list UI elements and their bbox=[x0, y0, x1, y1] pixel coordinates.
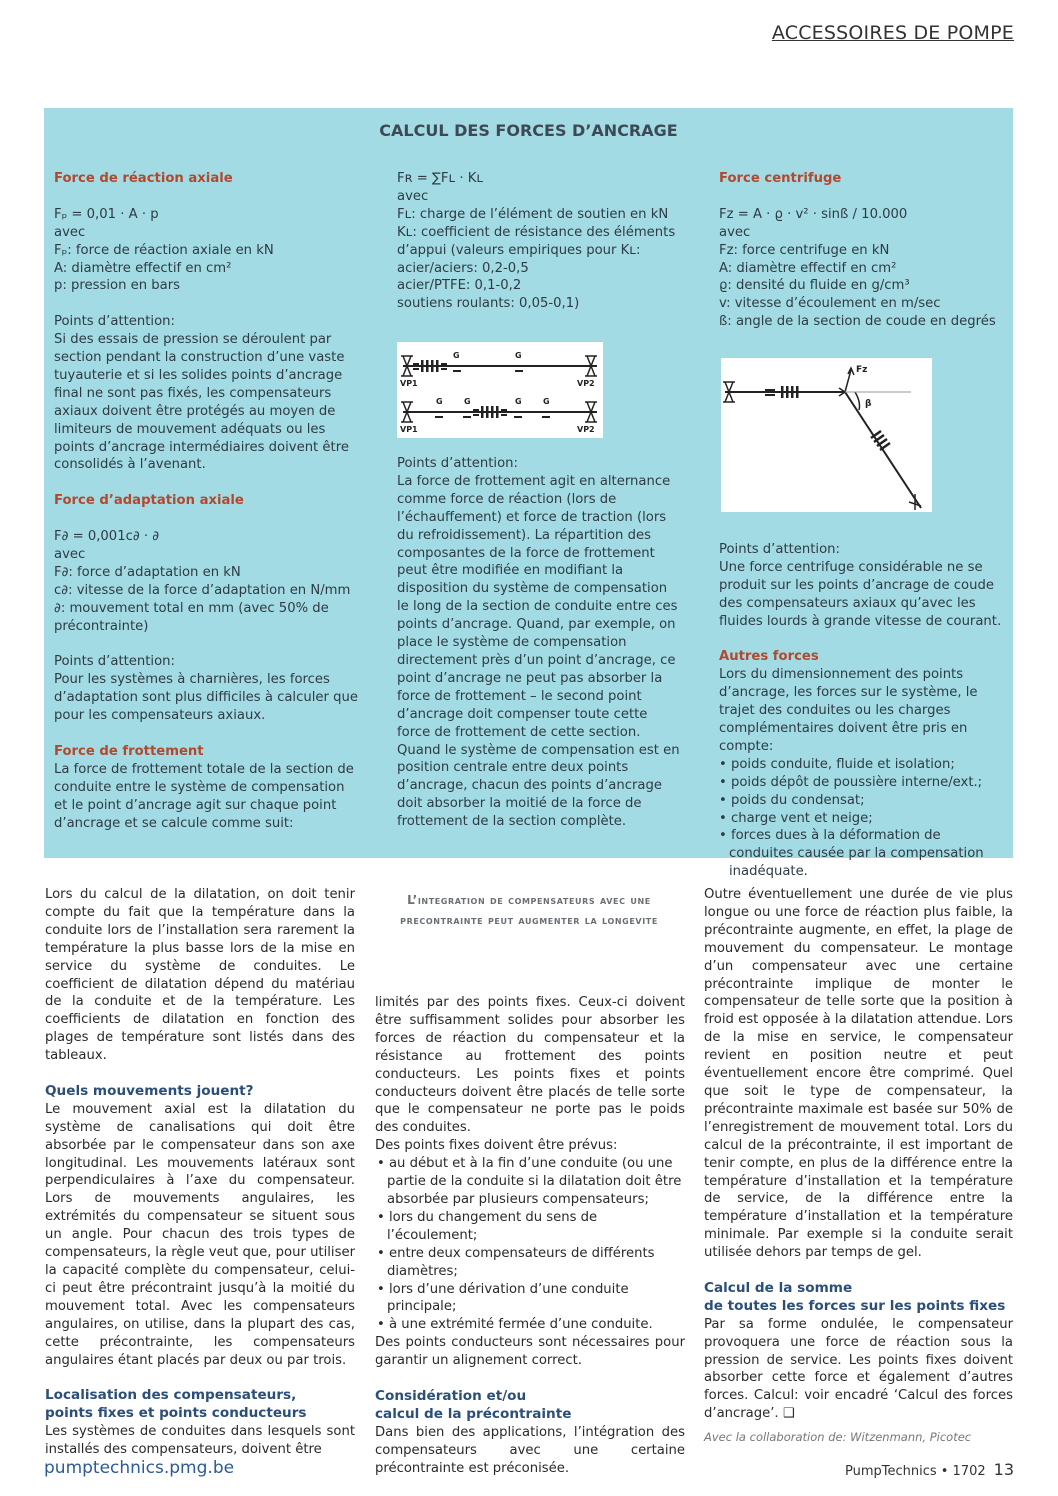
list-item: • lors du changement du sens de l’écoulement; bbox=[377, 1209, 598, 1243]
diagram-label-g: G bbox=[453, 351, 460, 360]
subheading: Quels mouvements jouent? bbox=[45, 1082, 254, 1099]
paragraph: Outre éventuellement une durée de vie plus longue ou une force de réaction plus faible, la précontrainte augmente, en effet, la plage de mouvement du compensateur. Le montage d’un compensateur avec une certaine précontrainte implique de monter le compensateur de telle sorte que la position à froid est opposée à la dilatation attendue. Lors de la mise en service, le compensateur revient en position neutre et peut éventuellement encore être comprimé. Quel que soit le type de compensateur, la précontrainte maximale est basée sur 50% de l’enregistrement de mouvement total. Lors du calcul de la précontrainte, il est important de tenir compte, en plus de la différence entre la température d’installation et la température de service, de la différence entre la température d’installation et la température minimale. Par exemple si la conduite serait utilisée dehors par temps de gel. bbox=[704, 887, 1013, 1261]
list-item: • forces dues à la déformation de conduites causée par la compensation inadéquate. bbox=[719, 828, 984, 880]
paragraph: Lors du calcul de la dilatation, on doit tenir compte du fait que la température dans la conduite lors de l’installation sera rarement la température la plus basse lors de la mise en service du système de conduites. Le coefficient de dilatation dépend du matériau de la conduite et de la température. Les coefficients de dilatation en fonction des plages de température sont listés dans des tableaux. bbox=[45, 887, 355, 1064]
subheading: Considération et/ou bbox=[375, 1387, 527, 1404]
paragraph: Des points conducteurs sont nécessaires pour garantir un alignement correct. bbox=[375, 1335, 685, 1369]
list-item: • entre deux compensateurs de différents diamètres; bbox=[377, 1245, 655, 1279]
paragraph: Quand le système de compensation est en position centrale entre deux points d’ancrage, chacun des points d’ancrage doit absorber la moitié de la force de frottement de la section complète. bbox=[397, 742, 680, 830]
paragraph: Si des essais de pression se déroulent par section pendant la construction d’une vaste tuyauterie et si les solides points d’ancrage final ne sont pas fixés, les compensateurs axiaux doivent être protégés au moyen de limiteurs de mouvement adéquats ou les points d’ancrage intermédiaires doivent être consolidés à l’avenant. bbox=[54, 332, 349, 473]
list-item: • poids dépôt de poussière interne/ext.; bbox=[719, 774, 983, 790]
pull-quote: L’integration de compensateurs avec une precontrainte peut augmenter la longevite bbox=[400, 893, 658, 927]
box-column-3-lower bbox=[719, 541, 1007, 881]
text-line: avec bbox=[54, 224, 86, 240]
paragraph: Le mouvement axial est la dilatation du système de canalisations qui doit être absorbée par le compensateur dans son axe longitudinal. Les mouvements latéraux sont perpendiculaires à l’axe du compensateur. Lors de mouvements angulaires, les extrémités du compensateur se situent sous un angle. Pour chacun des trois types de compensateurs, la règle veut que, pour utiliser la capacité complète du compensateur, celui-ci peut être précontraint jusqu’à la moitié du mouvement total. Avec les compensateurs angulaires, on utilise, dans la plupart des cas, cette précontrainte, les compensateurs angulaires étant placés par deux ou par trois. bbox=[45, 1101, 356, 1368]
friction-diagram bbox=[397, 342, 603, 438]
text-line: acier/aciers: 0,2-0,5 bbox=[397, 260, 529, 276]
paragraph: Une force centrifuge considérable ne se produit sur les points d’ancrage de coude des compensateurs axiaux qu’avec les fluides lourds à grande vitesse de courant. bbox=[719, 559, 1002, 629]
attention-label: Points d’attention: bbox=[397, 456, 518, 471]
diagram-label-vp2: VP2 bbox=[577, 425, 595, 434]
subheading: Localisation des compensateurs, bbox=[45, 1387, 297, 1404]
box-column-2 bbox=[397, 170, 681, 313]
article-column-1 bbox=[45, 886, 355, 1459]
box-column-3 bbox=[719, 170, 1007, 331]
subheading: points fixes et points conducteurs bbox=[45, 1405, 307, 1422]
section-heading: Force centrifuge bbox=[719, 171, 842, 186]
list-item: • à une extrémité fermée d’une conduite. bbox=[377, 1317, 653, 1333]
diagram-label-beta: β bbox=[865, 399, 872, 409]
list-item: • poids du condensat; bbox=[719, 792, 865, 808]
section-title: ACCESSOIRES DE POMPE bbox=[771, 22, 1014, 44]
text-line: acier/PTFE: 0,1-0,2 bbox=[397, 278, 522, 294]
paragraph: La force de frottement totale de la section de conduite entre le système de compensation et le point d’ancrage agit sur chaque point d’ancrage et se calcule comme suit: bbox=[54, 761, 354, 831]
box-column-2-attention bbox=[397, 455, 681, 831]
text-line: Fʟ: charge de l’élément de soutien en kN bbox=[397, 206, 669, 222]
paragraph: Lors du dimensionnement des points d’ancrage, les forces sur le système, le trajet des conduites ou les charges complémentaires doivent être pris en compte: bbox=[719, 667, 978, 754]
paragraph: Par sa forme ondulée, le compensateur provoquera une force de réaction sous la pression de service. Les points fixes doivent absorber cette force et également d’autres forces. Calcul: voir encadré ‘Calcul des forces d’ancrage’. ❑ bbox=[704, 1316, 1013, 1422]
text-line: c∂: vitesse de la force d’adaptation en N/mm bbox=[54, 582, 351, 598]
text-line: avec bbox=[397, 188, 429, 204]
paragraph: Dans bien des applications, l’intégration des compensateurs avec une certaine précontrainte est préconisée. bbox=[375, 1424, 685, 1476]
text-line: avec bbox=[54, 546, 86, 562]
text-line: ∂: mouvement total en mm (avec 50% de précontrainte) bbox=[54, 600, 329, 634]
formula: Fʀ = ∑Fʟ · Kʟ bbox=[397, 171, 484, 186]
section-heading: Force de réaction axiale bbox=[54, 171, 233, 186]
box-title: CALCUL DES FORCES D’ANCRAGE bbox=[379, 121, 678, 140]
paragraph: Pour les systèmes à charnières, les forces d’adaptation sont plus difficiles à calculer que pour les compensateurs axiaux. bbox=[54, 672, 358, 724]
text-line: A: diamètre effectif en cm² bbox=[719, 260, 897, 276]
diagram-label-g: G bbox=[515, 351, 522, 360]
page-number: 13 bbox=[993, 1460, 1014, 1479]
article-column-2 bbox=[375, 994, 685, 1477]
text-line: ß: angle de la section de coude en degrés bbox=[719, 314, 996, 330]
diagram-label-vp1: VP1 bbox=[400, 379, 418, 388]
centrifugal-diagram bbox=[721, 358, 932, 512]
attention-label: Points d’attention: bbox=[54, 314, 175, 330]
diagram-label-fz: Fz bbox=[856, 365, 868, 375]
diagram-label-g: G bbox=[464, 397, 471, 406]
text-line: A: diamètre effectif en cm² bbox=[54, 260, 232, 276]
formula: Fz = A · ϱ · v² · sinß / 10.000 bbox=[719, 206, 908, 222]
text-line: Fₚ: force de réaction axiale en kN bbox=[54, 242, 274, 258]
text-line: Kʟ: coefficient de résistance des éléments d’appui (valeurs empiriques pour Kʟ: bbox=[397, 224, 676, 258]
list-item: • au début et à la fin d’une conduite (ou une partie de la conduite si la dilatation doit être absorbée par plusieurs compensateurs; bbox=[377, 1156, 682, 1207]
page-footer bbox=[845, 1460, 1014, 1479]
text-line: v: vitesse d’écoulement en m/sec bbox=[719, 296, 941, 312]
box-column-1 bbox=[54, 170, 360, 832]
formula: F∂ = 0,001c∂ · ∂ bbox=[54, 529, 160, 545]
magazine-issue: PumpTechnics • 1702 bbox=[844, 1464, 986, 1479]
text-line: ϱ: densité du fluide en g/cm³ bbox=[719, 278, 910, 294]
formula: Fₚ = 0,01 · A · p bbox=[54, 206, 159, 222]
text-line: soutiens roulants: 0,05-0,1) bbox=[397, 296, 580, 312]
attention-label: Points d’attention: bbox=[54, 654, 175, 670]
paragraph: Des points fixes doivent être prévus: bbox=[375, 1138, 618, 1154]
website-link[interactable]: pumptechnics.pmg.be bbox=[44, 1458, 235, 1478]
diagram-label-vp2: VP2 bbox=[577, 379, 595, 388]
section-heading: Autres forces bbox=[719, 649, 819, 665]
text-line: avec bbox=[719, 224, 751, 240]
text-line: p: pression en bars bbox=[54, 278, 181, 294]
diagram-label-vp1: VP1 bbox=[400, 425, 418, 434]
list-item: • charge vent et neige; bbox=[719, 810, 873, 826]
attention-label: Points d’attention: bbox=[719, 542, 840, 557]
diagram-label-g: G bbox=[436, 397, 443, 406]
section-heading: Force d’adaptation axiale bbox=[54, 493, 244, 509]
article-column-3 bbox=[704, 886, 1013, 1423]
paragraph: limités par des points fixes. Ceux-ci doivent être suffisamment solides pour absorber les forces de réaction du compensateur et la résistance au frottement des points conducteurs. Les points fixes et points conducteurs doivent être placés de telle sorte que le compensateur ne porte pas le poids des conduites. bbox=[375, 995, 685, 1136]
diagram-label-g: G bbox=[515, 397, 522, 406]
text-line: F∂: force d’adaptation en kN bbox=[54, 564, 241, 580]
subheading: de toutes les forces sur les points fixes bbox=[704, 1297, 1006, 1314]
list-item: • lors d’une dérivation d’une conduite principale; bbox=[377, 1281, 629, 1315]
paragraph: Les systèmes de conduites dans lesquels sont installés des compensateurs, doivent être bbox=[45, 1424, 355, 1458]
subheading: calcul de la précontrainte bbox=[375, 1405, 572, 1422]
credit-line: Avec la collaboration de: Witzenmann, Picotec bbox=[704, 1430, 972, 1444]
paragraph: La force de frottement agit en alternance comme force de réaction (lors de l’échauffement) et force de traction (lors du refroidissement). La répartition des composantes de la force de frottement peut être modifiée en modifiant la disposition du système de compensation le long de la section de conduite entre ces points d’ancrage. Quand, par exemple, on place le système de compensation directement près d’un point d’ancrage, ce point d’ancrage ne peut pas absorber la force de frottement – le second point d’ancrage doit compenser toute cette force de frottement de cette section. bbox=[397, 473, 678, 740]
diagram-label-g: G bbox=[543, 397, 550, 406]
section-heading: Force de frottement bbox=[54, 743, 204, 759]
list-item: • poids conduite, fluide et isolation; bbox=[719, 756, 955, 772]
text-line: Fz: force centrifuge en kN bbox=[719, 242, 890, 258]
subheading: Calcul de la somme bbox=[704, 1279, 853, 1296]
